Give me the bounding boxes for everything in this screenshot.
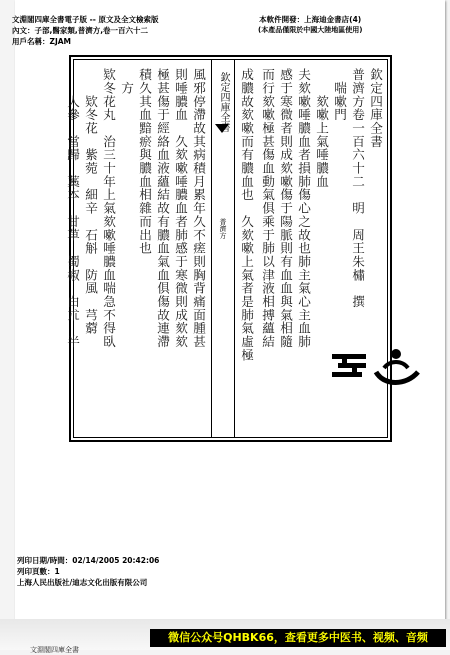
header-developer: 本軟件開發：上海迪金書店(4) [259,15,362,24]
page-column: 夫欬嗽唾膿血者損肺傷心之故也肺主氣心主血肺 [296,68,311,349]
print-page-count: 列印頁數：1 [17,567,60,576]
page-column: 欬嗽上氣唾膿血 [314,68,329,189]
page-column: 則唾膿血 久欬嗽唾膿血者肺感于寒微則成欬欬 [173,68,188,349]
page-fold [211,60,235,437]
page-column: 喘嗽門 [332,68,347,122]
page-column: 欵冬花丸 治三十年上氣欬嗽唾膿血喘急不得臥 [101,68,116,349]
header-title: 文淵閣四庫全書電子版 -- 原文及全文檢索版 [12,15,159,24]
page-column: 感于寒微者則成欬嗽傷于陽脈則有血血與氣相隨 [278,68,293,349]
page-column: 欵冬花 紫菀 細辛 石斛 防風 芎藭 [83,68,98,335]
header-region-note: (本產品僅限於中國大陸地區使用) [258,26,363,34]
page-column: 欽定四庫全書 [368,68,383,149]
header-content-path: 內文：子部,醫家類,普濟方,卷一百六十二 [12,26,149,35]
print-datetime: 列印日期/時間：02/14/2005 20:42:06 [17,556,160,565]
fold-fish-tail-icon [215,124,229,133]
page-column: 而行欬嗽極甚傷血動氣俱乘于肺以津液相搏蘊結 [260,68,275,349]
next-page-stub: 文淵閣四庫全書 [30,646,79,654]
page-column: 極甚傷于經絡血液蘊結故有膿血氣血俱傷故連滯 [155,68,170,349]
page-column: 成膿故欬嗽而有膿血也 久欬嗽上氣者是肺氣虛極 [239,68,254,362]
page-column: 人參 當歸 藁本 甘草 蜀椒 白朮 半 [65,68,80,349]
page-column: 普濟方卷一百六十二 明 周王朱橚 撰 [350,68,365,309]
document-header-left [12,14,158,47]
page-column: 風邪停滯故其病積月累年久不瘥則胸背痛面腫甚 [191,68,206,349]
sino-logo-icon [332,346,422,386]
watermark-banner: 微信公众号QHBK66，查看更多中医书、视频、音频 [150,629,446,647]
header-username: 用戶名稱：ZJAM [12,37,71,46]
page-column: 方 [119,68,134,95]
print-footer [17,555,159,588]
fold-title: 欽定四庫全書 [218,72,229,132]
document-header-right [258,14,362,36]
publisher-line: 上海人民出版社/迪志文化出版有限公司 [17,578,148,587]
page-column: 積久其血黯瘀與膿血相雜而出也 [137,68,152,255]
fold-subtitle: 普濟方 [219,218,227,239]
